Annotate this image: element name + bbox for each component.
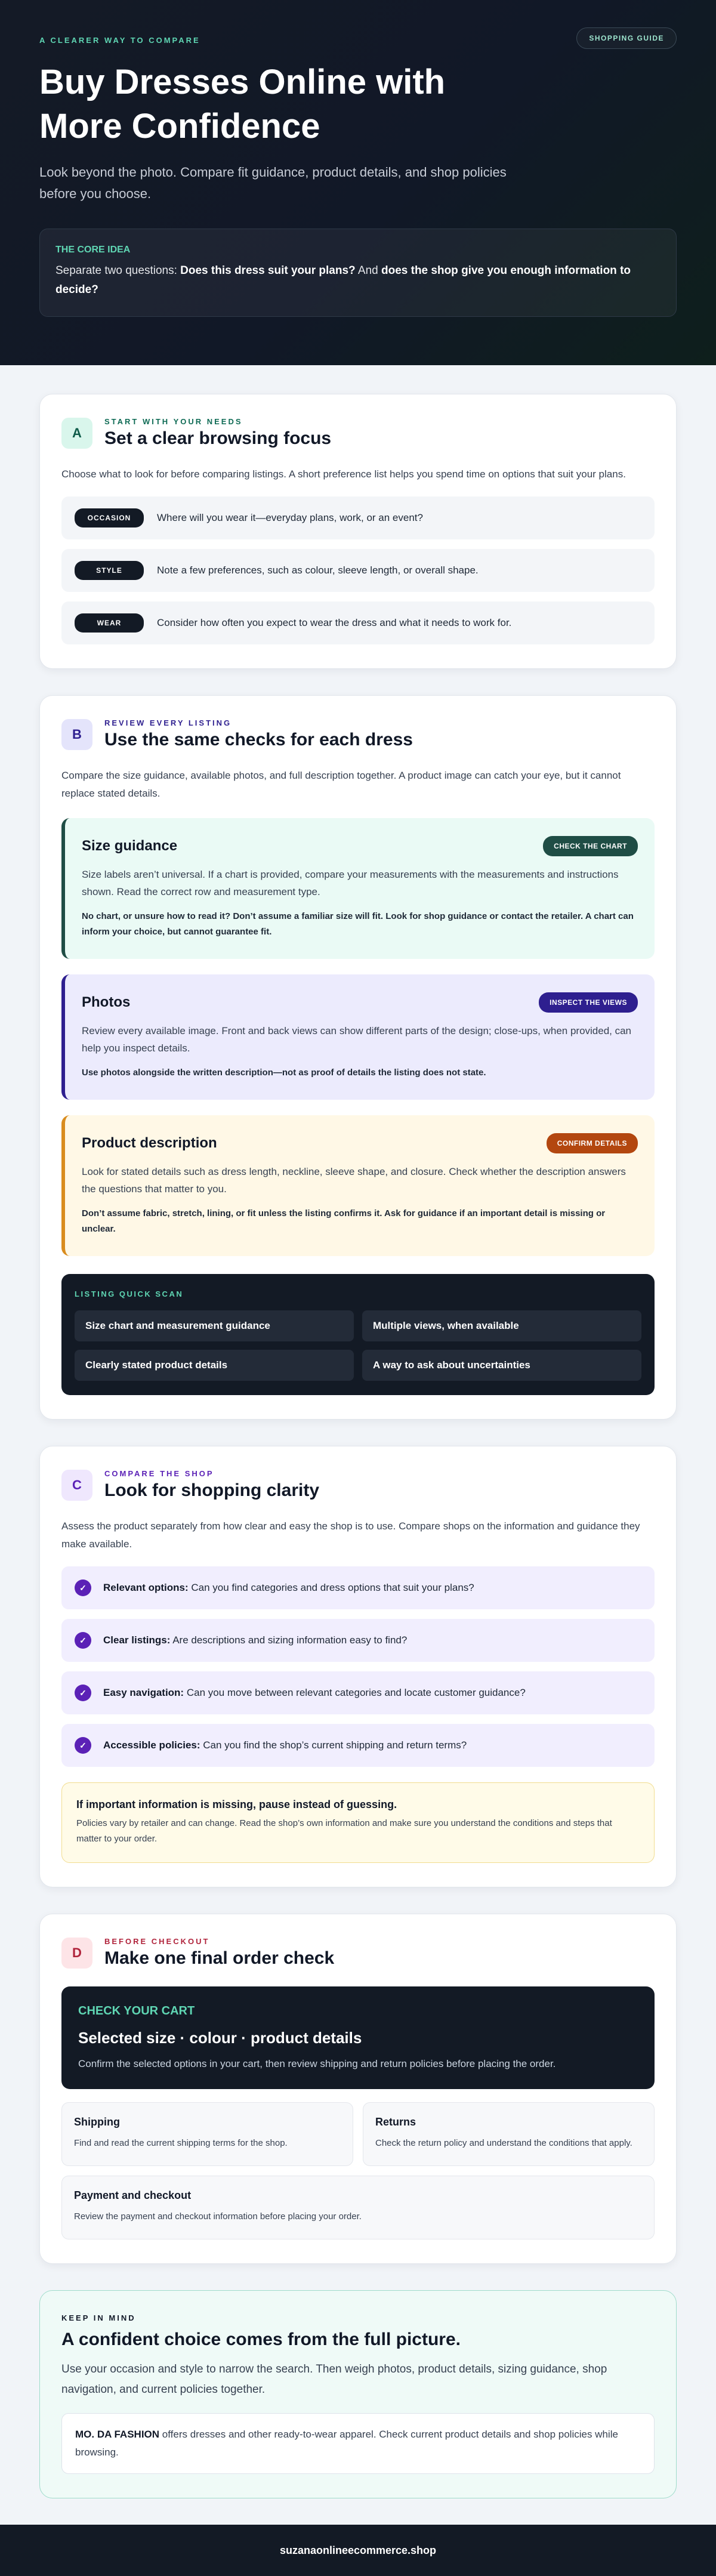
inspect-the-views-badge: INSPECT THE VIEWS [539, 992, 638, 1013]
clarity-row-easy-navigation [61, 1671, 655, 1714]
section-d-header [61, 1937, 655, 1969]
warning-text: Policies vary by retailer and can change. Read the shop’s own information and make sure you understand the conditions and steps that matter to your order. [76, 1818, 612, 1844]
product-description-text: Look for stated details such as dress length, neckline, sleeve shape, and closure. Check whether the description answers the questions that matter to you. [82, 1166, 626, 1195]
shipping-card [61, 2102, 353, 2166]
quick-scan-item: A way to ask about uncertainties [362, 1350, 641, 1381]
shipping-text: Find and read the current shipping terms for the shop. [74, 2138, 288, 2148]
clarity-label: Relevant options: [103, 1582, 189, 1593]
shipping-title: Shipping [74, 2116, 120, 2128]
core-idea-text [55, 261, 661, 300]
clarity-text [103, 1634, 407, 1646]
hero [0, 0, 716, 365]
clarity-question: Are descriptions and sizing information easy to find? [170, 1634, 408, 1646]
section-b-intro: Compare the size guidance, available photos, and full description together. A product image can catch your eye, but it cannot replace stated details. [61, 770, 621, 799]
main-content [0, 365, 716, 2498]
brand-note [61, 2413, 655, 2474]
section-b [39, 695, 677, 1420]
returns-text: Check the return policy and understand the conditions that apply. [375, 2138, 632, 2148]
check-icon: ✓ [75, 1737, 91, 1754]
payment-title: Payment and checkout [74, 2189, 192, 2201]
quick-scan-item: Multiple views, when available [362, 1310, 641, 1341]
cart-kicker: CHECK YOUR CART [78, 2004, 195, 2017]
photos-text: Review every available image. Front and back views can show different parts of the design; close-ups, when provided, can help you inspect details. [82, 1025, 632, 1054]
brand-name: MO. DA FASHION [75, 2429, 160, 2440]
clarity-row-clear-listings [61, 1619, 655, 1662]
confirm-details-badge: CONFIRM DETAILS [547, 1133, 638, 1153]
size-guidance-title: Size guidance [82, 838, 178, 854]
section-a-letter: A [61, 418, 92, 449]
clarity-label: Easy navigation: [103, 1687, 184, 1698]
product-description-note: Don’t assume fabric, stretch, lining, or fit unless the listing confirms it. Ask for guidance if an important detail is missing or unclear. [82, 1208, 606, 1234]
focus-row-occasion [61, 496, 655, 539]
section-b-header [61, 718, 655, 750]
missing-info-warning [61, 1782, 655, 1863]
core-idea-title: THE CORE IDEA [55, 245, 131, 255]
check-icon: ✓ [75, 1685, 91, 1701]
quick-scan-item: Clearly stated product details [75, 1350, 354, 1381]
occasion-tag: OCCASION [75, 508, 144, 527]
section-d-title: Make one final order check [104, 1948, 335, 1968]
core-idea-pre: Separate two questions: [55, 264, 181, 277]
clarity-row-accessible-policies [61, 1724, 655, 1767]
section-b-letter: B [61, 719, 92, 750]
clarity-label: Clear listings: [103, 1634, 171, 1646]
footer [0, 2525, 716, 2576]
check-your-cart-panel [61, 1986, 655, 2089]
quick-scan-grid [75, 1310, 641, 1381]
section-c-kicker: COMPARE THE SHOP [104, 1469, 214, 1478]
brand-text: offers dresses and other ready-to-wear apparel. Check current product details and shop policies while browsing. [75, 2429, 618, 2458]
section-c-title: Look for shopping clarity [104, 1480, 320, 1500]
product-description-card [61, 1115, 655, 1256]
keep-title: A confident choice comes from the full picture. [61, 2330, 461, 2349]
quick-scan-title: LISTING QUICK SCAN [75, 1289, 184, 1298]
core-question-2: does the shop give you enough information to decide? [55, 264, 631, 296]
clarity-question: Can you find categories and dress options that suit your plans? [188, 1582, 474, 1593]
focus-row-style [61, 549, 655, 592]
size-guidance-note: No chart, or unsure how to read it? Don’t assume a familiar size will fit. Look for shop guidance or contact the retailer. A chart can inform your choice, but cannot guarantee fit. [82, 911, 634, 937]
hero-subtitle: Look beyond the photo. Compare fit guidance, product details, and shop policies before you choose. [39, 165, 507, 201]
clarity-question: Can you move between relevant categories and locate customer guidance? [184, 1687, 526, 1698]
keep-in-mind [39, 2290, 677, 2498]
clarity-row-relevant-options [61, 1566, 655, 1609]
hero-kicker: A CLEARER WAY TO COMPARE [39, 36, 200, 45]
section-c [39, 1446, 677, 1887]
clarity-text [103, 1739, 467, 1751]
size-guidance-text: Size labels aren’t universal. If a chart is provided, compare your measurements with the measurements and instructions shown. Read the correct row and measurement type. [82, 869, 619, 897]
photos-card [61, 974, 655, 1100]
section-d-letter: D [61, 1938, 92, 1969]
check-icon: ✓ [75, 1632, 91, 1649]
style-text: Note a few preferences, such as colour, sleeve length, or overall shape. [157, 564, 479, 576]
section-c-letter: C [61, 1470, 92, 1501]
check-the-chart-badge: CHECK THE CHART [543, 836, 638, 856]
section-d-kicker: BEFORE CHECKOUT [104, 1937, 210, 1946]
focus-list [61, 496, 655, 644]
keep-kicker: KEEP IN MIND [61, 2313, 136, 2322]
warning-title: If important information is missing, pause instead of guessing. [76, 1798, 397, 1810]
section-c-intro: Assess the product separately from how clear and easy the shop is to use. Compare shops on the information and guidance they make available. [61, 1520, 640, 1550]
cart-title: Selected size · colour · product details [78, 2029, 362, 2047]
core-question-1: Does this dress suit your plans? [180, 264, 356, 277]
clarity-text [103, 1582, 474, 1594]
core-idea-box [39, 229, 677, 317]
order-check-grid [61, 2102, 655, 2239]
returns-title: Returns [375, 2116, 416, 2128]
focus-row-wear [61, 601, 655, 644]
clarity-list [61, 1566, 655, 1767]
section-a-header [61, 417, 655, 449]
footer-site-link[interactable]: suzanaonlineecommerce.shop [279, 2544, 437, 2556]
section-a [39, 394, 677, 669]
section-b-kicker: REVIEW EVERY LISTING [104, 718, 232, 727]
listing-quick-scan [61, 1274, 655, 1395]
clarity-label: Accessible policies: [103, 1739, 200, 1751]
occasion-text: Where will you wear it—everyday plans, work, or an event? [157, 512, 423, 523]
clarity-text [103, 1687, 526, 1699]
product-description-title: Product description [82, 1135, 217, 1151]
quick-scan-item: Size chart and measurement guidance [75, 1310, 354, 1341]
keep-text: Use your occasion and style to narrow the search. Then weigh photos, product details, sizing guidance, shop navigation, and current policies together. [61, 2363, 607, 2396]
photos-title: Photos [82, 994, 131, 1010]
cart-text: Confirm the selected options in your cart, then review shipping and return policies before placing the order. [78, 2058, 556, 2069]
page-title: Buy Dresses Online with More Confidence [39, 63, 446, 146]
wear-tag: WEAR [75, 613, 144, 633]
photos-note: Use photos alongside the written description—not as proof of details the listing does not state. [82, 1068, 486, 1078]
core-idea-mid: And [355, 264, 381, 277]
check-icon: ✓ [75, 1579, 91, 1596]
payment-text: Review the payment and checkout information before placing your order. [74, 2211, 362, 2222]
section-c-header [61, 1469, 655, 1501]
section-a-kicker: START WITH YOUR NEEDS [104, 417, 243, 426]
payment-card [61, 2176, 655, 2239]
wear-text: Consider how often you expect to wear the dress and what it needs to work for. [157, 617, 512, 628]
section-d [39, 1914, 677, 2264]
section-b-title: Use the same checks for each dress [104, 730, 413, 749]
clarity-question: Can you find the shop’s current shipping and return terms? [200, 1739, 467, 1751]
size-guidance-card [61, 818, 655, 959]
style-tag: STYLE [75, 561, 144, 580]
section-a-intro: Choose what to look for before comparing listings. A short preference list helps you spend time on options that suit your plans. [61, 468, 626, 480]
shopping-guide-badge: SHOPPING GUIDE [576, 27, 677, 49]
section-a-title: Set a clear browsing focus [104, 428, 332, 448]
returns-card [363, 2102, 655, 2166]
